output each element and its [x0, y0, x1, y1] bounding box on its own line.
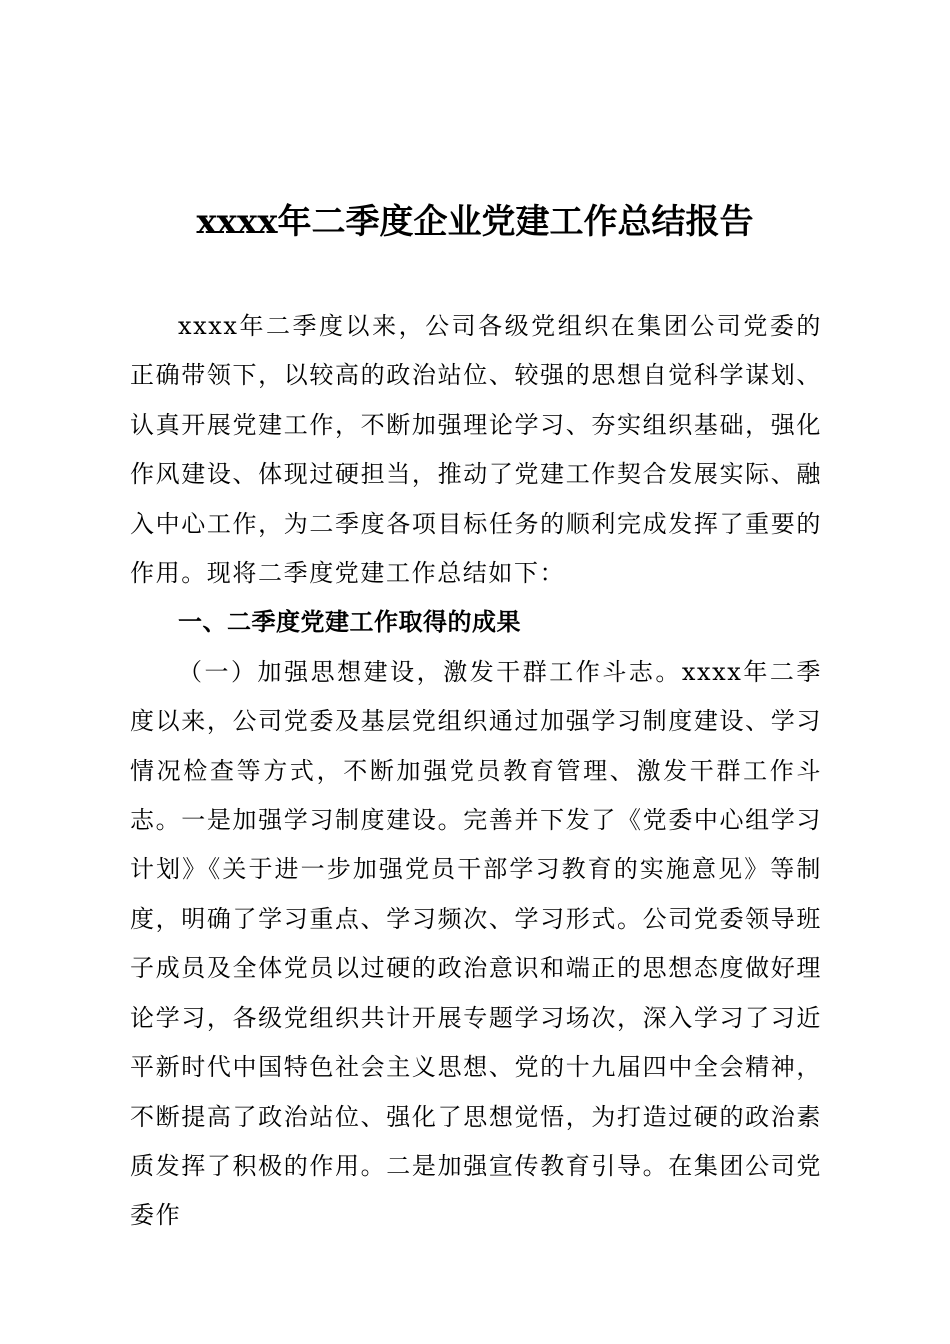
document-title: xxxx年二季度企业党建工作总结报告: [196, 202, 754, 242]
subsection-paragraph-1: [130, 648, 822, 1241]
document-body: [130, 302, 822, 1241]
subsection-heading-1: （一）加强思想建设，激发干群工作斗志。: [178, 657, 682, 686]
intro-paragraph: xxxx年二季度以来，公司各级党组织在集团公司党委的正确带领下，以较高的政治站位、较强的思想自觉科学谋划、认真开展党建工作，不断加强理论学习、夯实组织基础，强化作风建设、体现过硬担当，推动了党建工作契合发展实际、融入中心工作，为二季度各项目标任务的顺利完成发挥了重要的作用。现将二季度党建工作总结如下：: [130, 312, 822, 588]
subsection-body-1: xxxx年二季度以来，公司党委及基层党组织通过加强学习制度建设、学习情况检查等方式，不断加强党员教育管理、激发干群工作斗志。一是加强学习制度建设。完善并下发了《党委中心组学习计划》《关于进一步加强党员干部学习教育的实施意见》等制度，明确了学习重点、学习频次、学习形式。公司党委领导班子成员及全体党员以过硬的政治意识和端正的思想态度做好理论学习，各级党组织共计开展专题学习场次，深入学习了习近平新时代中国特色社会主义思想、党的十九届四中全会精神，不断提高了政治站位、强化了思想觉悟，为打造过硬的政治素质发挥了积极的作用。二是加强宣传教育引导。在集团公司党委作: [130, 657, 822, 1230]
section-heading-1: 一、二季度党建工作取得的成果: [178, 608, 521, 637]
